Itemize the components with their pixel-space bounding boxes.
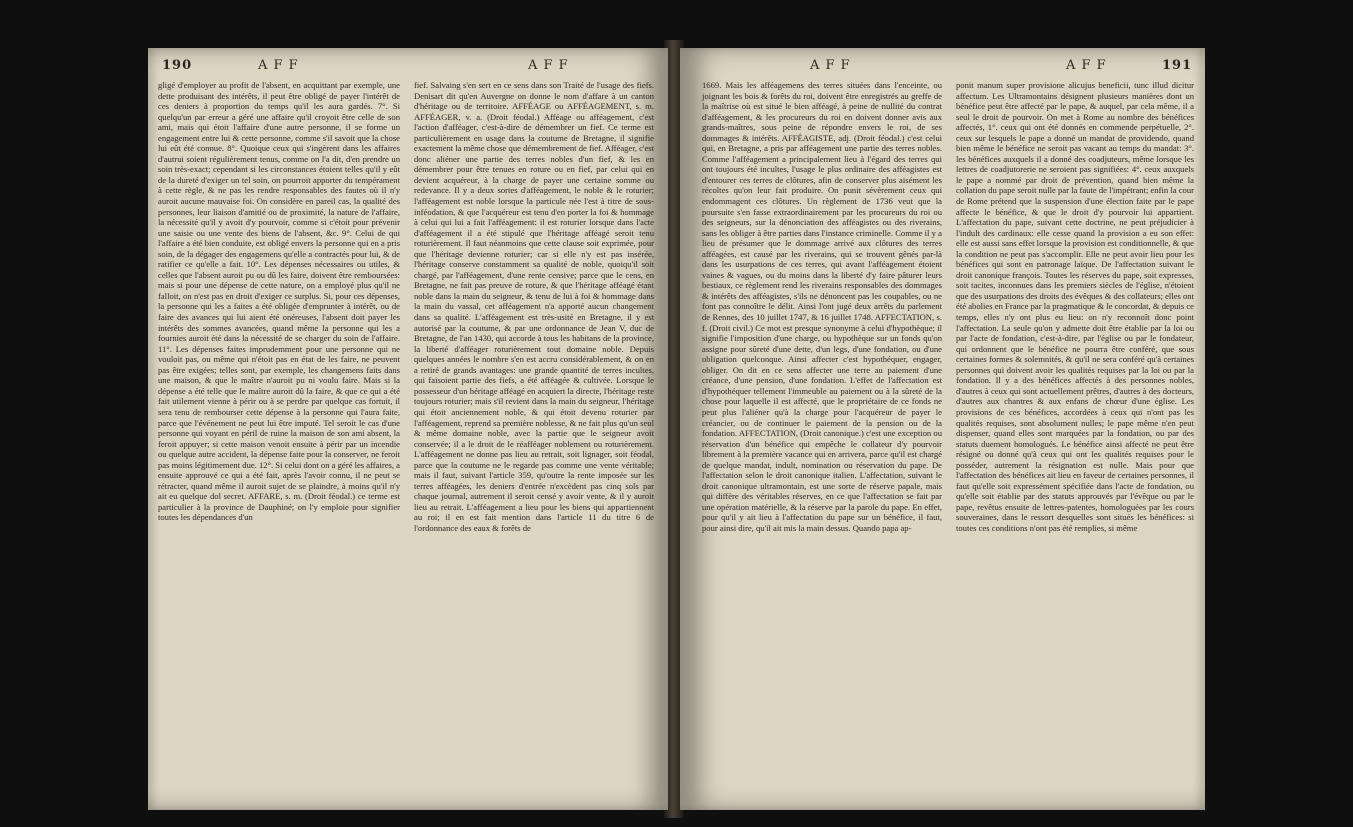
page-number: 191 [1162, 58, 1193, 73]
text-column-2 [414, 80, 654, 534]
text-column-2 [956, 80, 1194, 534]
column-text: ponit manum super provisione alicujus beneficii, tunc illud dicitur affectum. Les Ultramontains désignent plusieurs manières dont un bénéfice peut être affecté par le pape, & auquel, par cela même, il a seul le droit de pourvoir. On met à Rome au nombre des bénéfices affectés, 1°. ceux qui ont été donnés en commende perpétuelle, 2°. ceux sur lesquels le pape a donné un mandat de providendo, quand bien même le bénéfice ne seroit pas vacant au temps du mandat: 3°. les bénéfices auxquels il a donné des coadjuteurs, même lorsque les lettres de coadjutorerie ne seroient pas signifiées: 4°. ceux auxquels le pape a nommé par droit de prévention, quand bien même la collation du pape seroit nulle par la faute de l'impétrant; enfin la cour de Rome prétend que la suspension d'une élection faite par le pape affecte le bénéfice, & que le droit d'y pourvoir lui appartient. L'affectation du pape, suivant cette doctrine, ne peut préjudicier à l'indult des cardinaux: elle cesse quand la provision a eu son effet: elle est aussi sans effet lorsque la provision est conditionnelle, & que la condition ne peut pas s'accomplir. Elle ne peut avoir lieu pour les bénéfices qui sont en patronage laïque. De l'affectation suivant le droit canonique françois. Toutes les réserves du pape, soit expresses, soit tacites, inconnues dans les premiers siècles de l'église, n'étoient que des usurpations des droits des évêques & des collateurs; elles ont été abolies en France par la pragmatique & le concordat, & depuis ce temps, elles n'y ont plus eu lieu: on n'y reconnoît donc point l'affectation. La seule qu'on y admette doit être établie par la loi ou par l'acte de fondation, c'est-à-dire, par l'église ou par le fondateur, qui ordonnent que le bénéfice ne pourra être conféré, que sous certaines formes & solemnités, & qu'il ne sera conféré qu'à certaines personnes qui doivent avoir les qualités requises par la loi ou par la fondation. Il y a des bénéfices affectés à des personnes nobles, d'autres à ceux qui sont actuellement prêtres, d'autres à des docteurs, d'autres aux chantres & aux enfans de chœur d'une église. Les provisions de ces bénéfices, accordées à ceux qui n'ont pas les qualités requises, sont absolument nulles; le pape même n'en peut dispenser, quand elles sont marquées par la fondation, ou par des statuts duement homologués. Le bénéfice ainsi affecté ne peut être résigné ou donné qu'à ceux qui ont les qualités requises pour le posséder, autrement la résignation est nulle. Mais pour que l'affectation des bénéfices ait lieu en faveur de certaines personnes, il faut qu'elle soit expressément spécifiée dans l'acte de fondation, ou qu'elle soit établie par des statuts approuvés par l'évêque ou par le pape, revêtus ensuite de lettres-patentes, homologuées par les cours souveraines, dans le ressort desquelles sont situés les bénéfices: si toutes ces conditions n'ont pas été remplies, si même [956, 80, 1194, 533]
left-page [148, 48, 668, 810]
text-column-1 [702, 80, 942, 534]
column-text: fief. Salvaing s'en sert en ce sens dans son Traité de l'usage des fiefs. Denisart dit qu'en Auvergne on donne le nom d'affare à un canton d'héritage ou de territoire. AFFÉAGE ou AFFÉAGEMENT, s. m. AFFÉAGER, v. a. (Droit féodal.) Afféage ou afféagement, c'est l'action d'afféager, c'est-à-dire de démembrer un fief. Ce terme est particulièrement en usage dans la coutume de Bretagne, il signifie exactement la même chose que démembrement de fief. Afféager, c'est donc aliéner une partie des terres nobles d'un fief, & les en démembrer pour être tenues en roture ou en fief, par celui qui en devient acquéreur, à la charge de payer une certaine somme ou redevance. Il y a deux sortes d'afféagement, le noble & le roturier; l'afféagement est noble lorsque la particule née l'est à titre de sous-inféodation, & que l'acquéreur est tenu d'en porter la foi & hommage à celui qui lui a fait l'afféagement: il est roturier lorsque dans l'acte d'afféagement il a été stipulé que l'héritage afféagé seroit tenu roturièrement. Il faut néanmoins que cette clause soit exprimée, pour que l'héritage devienne roturier; car si elle n'y est pas insérée, l'héritage conserve constamment sa qualité de noble, quoiqu'il soit chargé, par l'afféagement, d'une rente censive; parce que le cens, en Bretagne, ne fait pas preuve de roture, & que l'héritage afféagé étant noble dans la main du seigneur, & tenu de lui à foi & hommage dans la main du vassal, cet afféagement n'a apporté aucun changement dans sa qualité. L'afféagement est très-usité en Bretagne, il y est autorisé par la coutume, & par une ordonnance de Jean V, duc de Bretagne, de l'an 1430, qui accorde à tous les habitans de la province, la liberté d'afféager roturièrement tout domaine noble. Depuis quelques années le nombre s'en est accru considérablement, & on en a retiré de grands avantages: une grande quantité de terres incultes, qui faisoient partie des fiefs, a été afféagée & cultivée. Lorsque le possesseur d'un héritage afféagé en acquiert la directe, l'héritage reste toujours roturier; mais s'il revient dans la main du seigneur, l'héritage qui étoit anciennement noble, & qui étoit devenu roturier par l'afféagement, reprend sa première noblesse, & ne fait plus qu'un seul & même domaine noble, avec la partie que le seigneur avoit conservée; il a le droit de le réafféager noblement ou roturièrement. L'afféagement ne donne pas lieu au retrait, soit lignager, soit féodal, parce que la coutume ne le regarde pas comme une vente véritable; mais il faut, suivant l'article 359, qu'outre la rente imposée sur les terres afféagées, les deniers d'entrée n'excèdent pas cinq sols par chaque journal, autrement il seroit censé y avoir vente, & il y auroit lieu au retrait. L'afféagement a lieu pour les biens qui appartiennent au roi; il en est fait mention dans l'article 11 du titre 6 de l'ordonnance des eaux & forêts de [414, 80, 654, 533]
page-number: 190 [162, 58, 193, 73]
running-header-left: A F F [810, 58, 851, 73]
column-text: 1669. Mais les afféagemens des terres situées dans l'enceinte, ou joignant les bois & forêts du roi, doivent être enregistrés au greffe de la maîtrise où est situé le bien afféagé, à peine de nullité du contrat d'afféagement, & les procureurs du roi en doivent donner avis aux grands-maîtres, sous peine de répondre envers le roi, de ses dommages & intérêts. AFFÉAGISTE, adj. (Droit féodal.) c'est celui qui, en Bretagne, a pris par afféagement une partie des terres nobles. Comme l'afféagement a principalement lieu à l'égard des terres qui ont toujours été incultes, l'usage le plus ordinaire des afféagistes est d'entourer ces terres de clôtures, afin de conserver plus aisément les récoltes qu'on leur fait produire. On punit sévèrement ceux qui endommagent ces clôtures. Un règlement de 1736 veut que la poursuite s'en fasse extraordinairement par les procureurs du roi ou des seigneurs, sur la dénonciation des afféagistes ou des riverains, sans les obliger à être parties dans l'instance criminelle. Comme il y a lieu de présumer que le dommage arrivé aux clôtures des terres afféagées, est causé par les riverains, qui se trouvent gênés par-là dans les usurpations de ces terres, qui avant l'afféagement étoient vaines & vagues, ou du moins dans la liberté d'y faire pâturer leurs bestiaux, ce règlement rend les riverains responsables des dommages & intérêts des afféagistes, s'ils ne dénoncent pas les coupables, ou ne font pas connoître le délit. Ainsi l'ont jugé deux arrêts du parlement de Rennes, des 10 juillet 1747, & 16 juillet 1748. AFFECTATION, s. f. (Droit civil.) Ce mot est presque synonyme à celui d'hypothèque; il signifie l'imposition d'une charge, ou hypothèque sur un fonds qu'on assigne pour sûreté d'une dette, d'un legs, d'une fondation, ou d'une obligation quelconque. Ainsi affecter c'est hypothéquer, engager, obliger. On dit en ce sens affecter une terre au paiement d'une créance, d'une pension, d'une fondation. L'effet de l'affectation est d'hypothéquer tellement l'immeuble au paiement ou à la sûreté de la chose pour laquelle il est affecté, que le propriétaire de ce fonds ne peut plus l'aliéner qu'à la charge pour l'acquéreur de payer le créancier, ou de continuer le paiement de la pension ou de la fondation. AFFECTATION, (Droit canonique.) c'est une exception ou réservation d'un bénéfice qui empêche le collateur d'y pourvoir librement à la première vacance qui en arrivera, parce qu'il est chargé de quelque mandat, indult, nomination ou réservation du pape. De l'affectation selon le droit canonique italien. L'affectation, suivant le droit canonique ultramontain, est une sorte de réserve papale, mais qui diffère des véritables réserves, en ce que l'affectation se fait par une opération matérielle, & la réserve par la parole du pape. En effet, pour qu'il y ait lieu à l'affectation du pape sur un bénéfice, il faut, pour ainsi dire, qu'il ait mis la main dessus. Quando papa ap- [702, 80, 942, 533]
right-page [680, 48, 1205, 810]
text-column-1 [158, 80, 400, 523]
running-header-right: A F F [1066, 58, 1107, 73]
running-header-left: A F F [258, 58, 299, 73]
running-header-right: A F F [528, 58, 569, 73]
column-text: gligé d'employer au profit de l'absent, en acquittant par exemple, une dette produisant des intérêts, il peut être obligé de payer l'intérêt de ces deniers à proportion du temps qu'il les aura gardés. 7°. Si quelqu'un par erreur a géré une affaire qu'il croyoit être celle de son ami, mais qui étoit l'affaire d'une autre personne, il se forme un engagement entre lui & cette personne, comme s'il savoit que la chose lui eût été connue. 8°. Quoique ceux qui s'ingèrent dans les affaires d'autrui soient régulièrement tenus, comme on l'a dit, d'en prendre un soin très-exact; cependant si les circonstances étoient telles qu'il y eût de la dureté d'exiger un tel soin, on pourroit apporter du tempérament à cette règle, & ne pas les rendre responsables des fautes où il n'y auroit aucune mauvaise foi. On considère en pareil cas, la qualité des personnes, leur liaison d'amitié ou de proximité, la nature de l'affaire, la nécessité qu'il y avoit d'y pourvoir, comme si c'étoit pour prévenir une saisie ou une vente des biens de l'absent, &c. 9°. Celui de qui l'affaire a été bien conduite, est obligé envers la personne qui en a pris soin, de la dégager des engagemens qu'elle a contractés pour lui, & de ratifier ce qu'elle a fait. 10°. Les dépenses nécessaires ou utiles, & celles que l'absent auroit pu ou dû les faire, doivent être remboursées: mais si pour une dépense de cette nature, on a employé plus qu'il ne falloit, on n'est pas en droit d'exiger ce surplus. Si, pour ces dépenses, la personne qui les a faites a été obligée d'emprunter à intérêt, ou de faire des avances qui lui aient été onéreuses, l'absent doit payer les intérêts des sommes avancées, quand même la personne qui les a fournies auroit été dans la nécessité de se charger du soin de l'affaire. 11°. Les dépenses faites imprudemment pour une personne qui ne vouloit pas, ou même qui n'étoit pas en état de les faire, ne peuvent pas être exigées; telles sont, par exemple, les changemens faits dans une maison, & que le maître n'auroit pu ni voulu faire. Mais si la dépense a été telle que le maître auroit dû la faire, & que ce qui a été fait utilement vienne à périr ou à se perdre par quelque cas fortuit, il sera tenu de rembourser cette dépense à la personne qui l'aura faite, parce que l'événement ne peut lui être imputé. Tel seroit le cas d'une personne qui voyant en péril de ruine la maison de son ami absent, la feroit appuyer; si cette maison venoit ensuite à périr par un incendie ou quelque autre accident, la dépense faite pour la conserver, ne feroit pas moins légitimement due. 12°. Si celui dont on a géré les affaires, a ensuite approuvé ce qui a été fait, après l'avoir connu, il ne peut se rétracter, quand même il auroit sujet de se plaindre, à moins qu'il n'y ait eu quelque dol secret. AFFARE, s. m. (Droit féodal.) ce terme est particulier à la province de Dauphiné; on l'y emploie pour signifier toutes les dépendances d'un [158, 80, 400, 523]
